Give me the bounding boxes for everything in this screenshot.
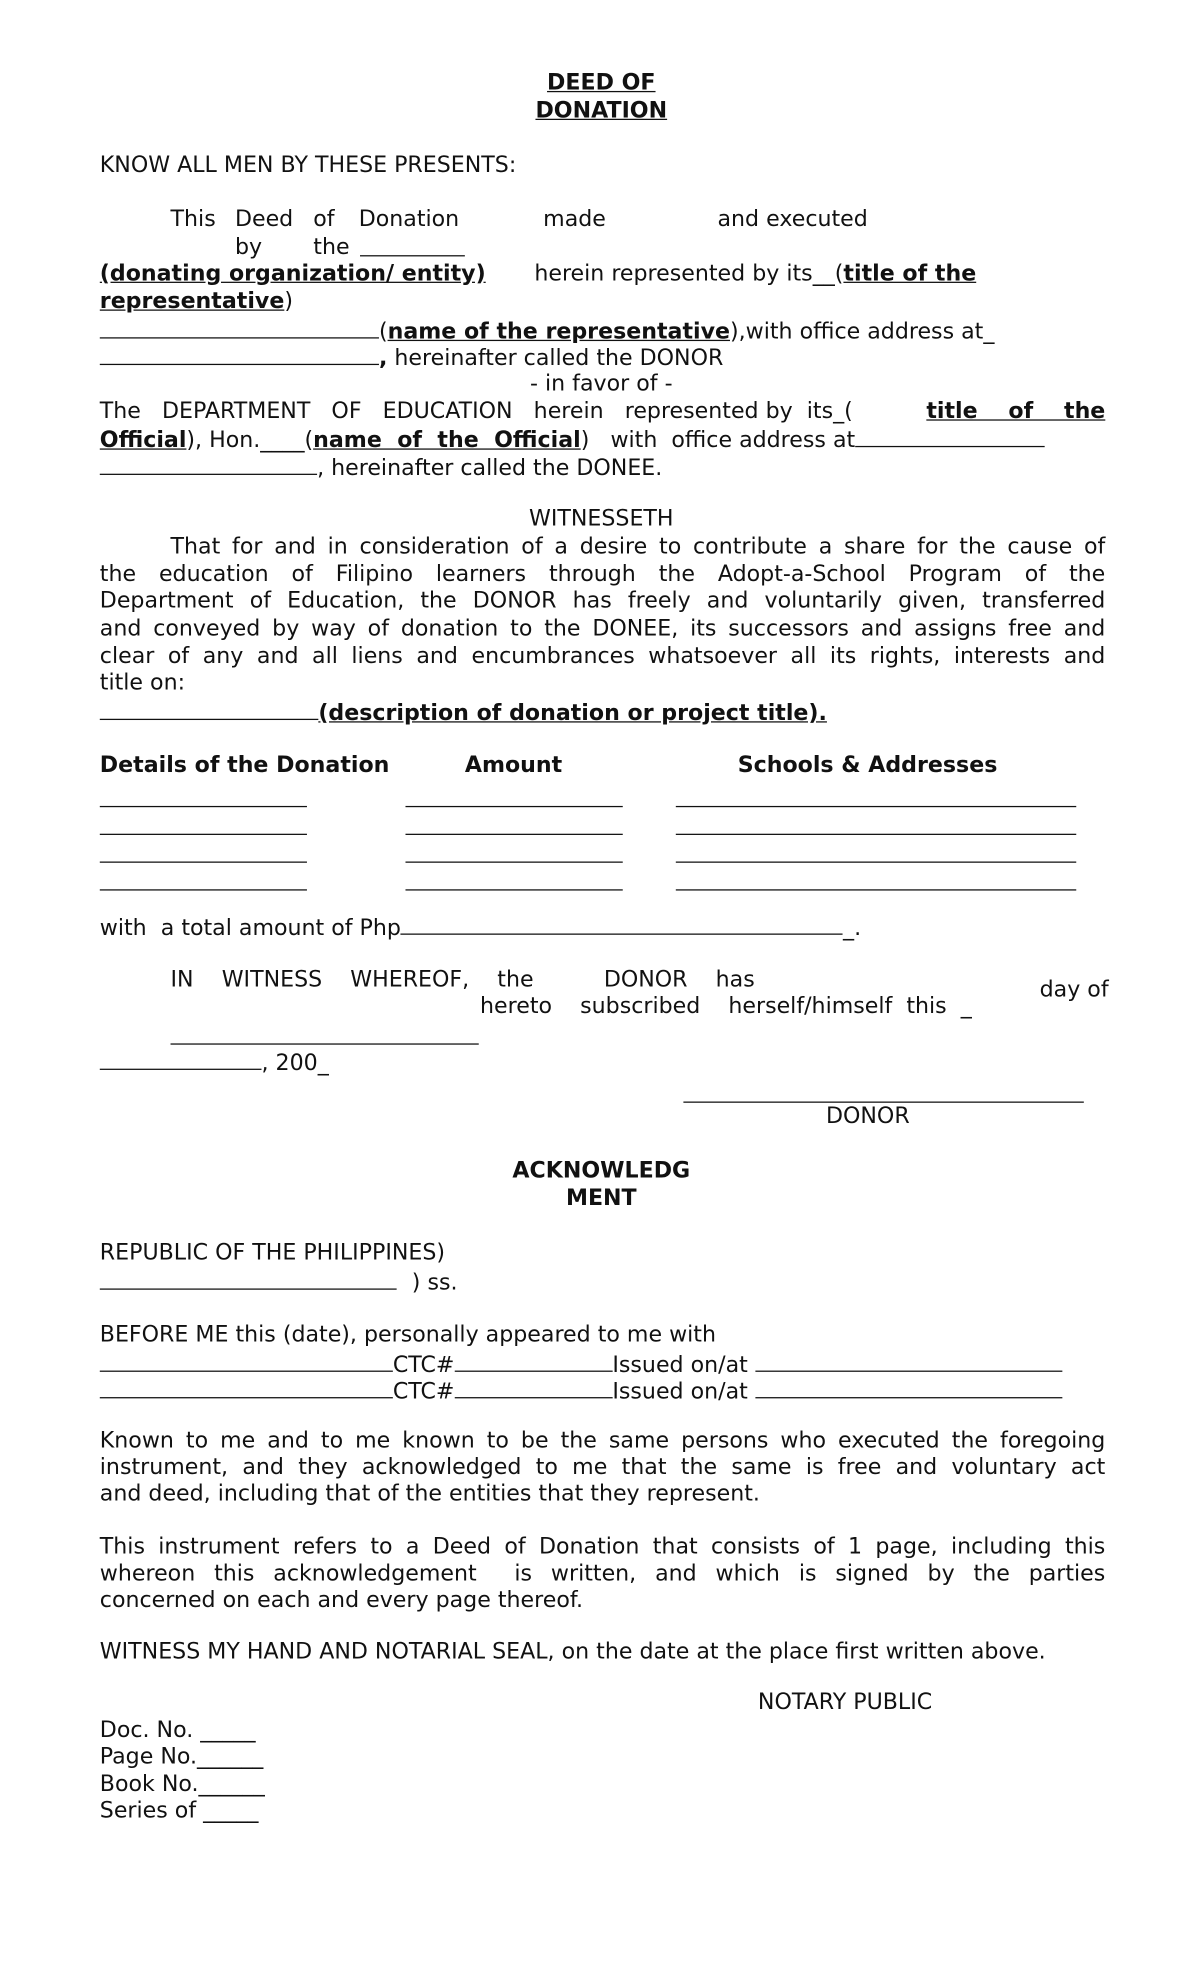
know-all-men: KNOW ALL MEN BY THESE PRESENTS:: [99, 152, 517, 179]
paragraph-line: title on:: [99, 670, 186, 697]
description-placeholder[interactable]: (description of donation or project title).: [318, 701, 827, 727]
witness-line: IN WITNESS WHEREOF, the DONOR has: [170, 967, 755, 993]
schools-blank[interactable]: [676, 834, 1076, 835]
blank-line[interactable]: [360, 234, 465, 262]
donor-label: DONOR: [825, 1104, 910, 1130]
amount-blank[interactable]: [405, 834, 622, 835]
details-blank[interactable]: [100, 862, 307, 863]
blank-line[interactable]: [100, 697, 319, 720]
total-label: with a total amount of Php: [99, 915, 401, 942]
name-official-placeholder[interactable]: name of the Official: [313, 428, 581, 454]
issued-blank[interactable]: [755, 1376, 1062, 1399]
republic-text: REPUBLIC OF THE PHILIPPINES): [99, 1240, 446, 1266]
blank-line[interactable]: [100, 342, 379, 365]
name-blank[interactable]: [100, 1349, 393, 1372]
title-line1: DEED OF: [547, 70, 656, 97]
venue-blank[interactable]: [100, 1267, 397, 1290]
title-line2: DONATION: [535, 98, 668, 124]
page-no[interactable]: Page No.______: [99, 1744, 264, 1770]
ss-text: ) ss.: [411, 1270, 458, 1297]
blank-line[interactable]: [100, 452, 317, 475]
series-of[interactable]: Series of _____: [99, 1798, 259, 1825]
blank-line[interactable]: [100, 316, 379, 339]
total-amount-blank[interactable]: [401, 912, 843, 935]
blank-line[interactable]: [855, 424, 1044, 447]
schools-blank[interactable]: [676, 806, 1076, 807]
text: ,: [378, 346, 388, 372]
ctc-blank[interactable]: [454, 1376, 612, 1399]
issued-blank[interactable]: [755, 1349, 1062, 1372]
text: hereinafter called the DONOR: [387, 346, 724, 372]
paragraph-line: That for and in consideration of a desire to contribute a share for the cause of: [170, 534, 1106, 560]
ack-title-line1: ACKNOWLEDG: [512, 1158, 691, 1184]
text: _.: [843, 915, 862, 942]
header-amount: Amount: [464, 752, 563, 779]
intro-word: of: [313, 207, 335, 233]
title-official-placeholder[interactable]: title of the: [926, 399, 1106, 425]
title-rep-placeholder[interactable]: title of the: [843, 261, 977, 287]
amount-blank[interactable]: [405, 862, 622, 863]
paragraph-line: the education of Filipino learners through the Adopt-a-School Program of the: [99, 562, 1106, 588]
header-schools: Schools & Addresses: [737, 752, 998, 779]
title-official-placeholder-cont[interactable]: Official: [99, 428, 187, 454]
paragraph-line: Department of Education, the DONOR has freely and voluntarily given, transferred: [99, 588, 1106, 614]
intro-word: Deed: [234, 207, 294, 233]
month-blank[interactable]: [171, 1043, 479, 1044]
intro-word: This: [170, 207, 216, 233]
paragraph-line: instrument, and they acknowledged to me that the same is free and voluntary act: [99, 1455, 1106, 1481]
year-text: , 200_: [261, 1050, 329, 1077]
paragraph-line: This instrument refers to a Deed of Donation that consists of 1 page, including this: [99, 1534, 1106, 1561]
paragraph-line: concerned on each and every page thereof.: [99, 1587, 584, 1614]
book-no[interactable]: Book No.______: [99, 1772, 265, 1798]
details-blank[interactable]: [100, 806, 307, 807]
text: ) with office address at: [580, 428, 856, 454]
ack-title-line2: MENT: [565, 1186, 637, 1212]
issued-label: Issued on/at: [612, 1352, 748, 1379]
intro-word: the: [313, 234, 350, 261]
amount-blank[interactable]: [405, 889, 622, 890]
in-favor-of: - in favor of -: [530, 371, 673, 397]
amount-blank[interactable]: [405, 806, 622, 807]
intro-word: and executed: [717, 207, 868, 233]
ctc-blank[interactable]: [454, 1349, 612, 1372]
text: ): [284, 289, 293, 315]
schools-blank[interactable]: [676, 889, 1076, 890]
doc-no[interactable]: Doc. No. _____: [99, 1717, 256, 1744]
paragraph-line: clear of any and all liens and encumbrances whatsoever all its rights, interests and: [99, 644, 1106, 670]
paragraph-line: Known to me and to me known to be the same persons who executed the foregoing: [99, 1428, 1106, 1454]
details-blank[interactable]: [100, 889, 307, 890]
text: herein represented by its__(: [534, 261, 844, 287]
notary-public-label: NOTARY PUBLIC: [757, 1690, 933, 1716]
day-of: day of: [1039, 977, 1109, 1003]
before-me-text: BEFORE ME this (date), personally appeared to me with: [99, 1322, 716, 1348]
title-rep-placeholder-cont[interactable]: representative: [99, 289, 285, 315]
paragraph-line: and deed, including that of the entities that they represent.: [99, 1481, 760, 1507]
paragraph-line: and conveyed by way of donation to the DONEE, its successors and assigns free and: [99, 616, 1106, 642]
witness-hand-text: WITNESS MY HAND AND NOTARIAL SEAL, on the date at the place first written above.: [99, 1639, 1046, 1665]
details-blank[interactable]: [100, 834, 307, 835]
witness-line: hereto subscribed herself/himself this _: [480, 994, 972, 1020]
text: (: [378, 319, 388, 345]
witnesseth-heading: WITNESSETH: [529, 506, 674, 532]
text: The DEPARTMENT OF EDUCATION herein represented by its_(: [99, 399, 853, 425]
text: ), Hon.____(: [186, 428, 314, 454]
text: , hereinafter called the DONEE.: [317, 456, 663, 482]
issued-label: Issued on/at: [612, 1379, 748, 1405]
ctc-label: CTC#: [392, 1379, 455, 1405]
intro-word: made: [543, 207, 606, 233]
place-blank[interactable]: [100, 1047, 262, 1070]
intro-word: by: [234, 234, 263, 261]
ctc-label: CTC#: [392, 1352, 455, 1379]
text: ),with office address at_: [729, 319, 995, 345]
header-details: Details of the Donation: [99, 752, 390, 779]
schools-blank[interactable]: [676, 862, 1076, 863]
name-rep-placeholder[interactable]: name of the representative: [387, 319, 730, 345]
donating-org-placeholder[interactable]: (donating organization/ entity): [99, 261, 486, 287]
name-blank[interactable]: [100, 1376, 393, 1399]
paragraph-line: whereon this acknowledgement is written, and which is signed by the parties: [99, 1561, 1106, 1587]
intro-word: Donation: [358, 207, 460, 233]
